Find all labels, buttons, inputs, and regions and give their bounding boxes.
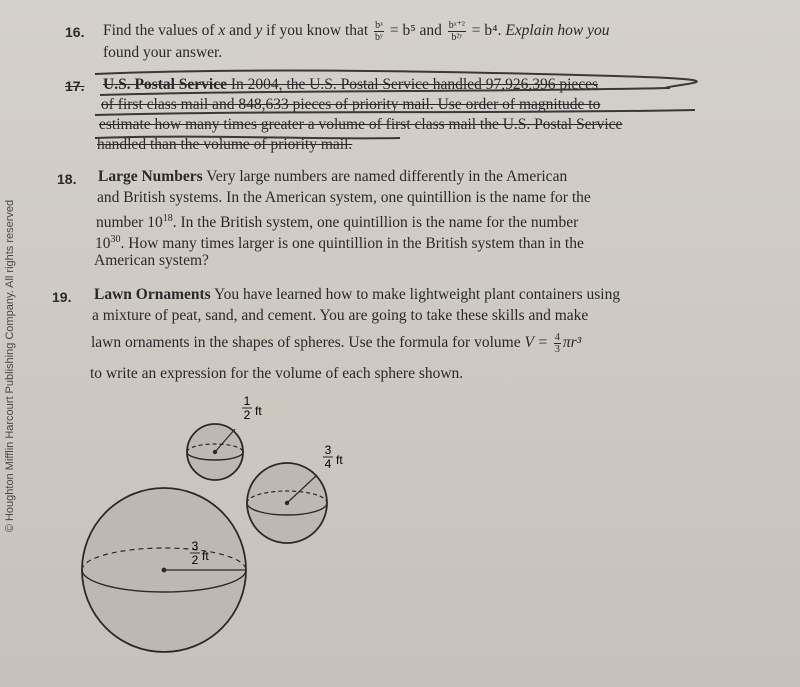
problem-number: 16. [65, 24, 85, 40]
copyright-credit: © Houghton Mifflin Harcourt Publishing Company. All rights reserved [4, 199, 16, 533]
sphere-small-radius-den: 2 [243, 408, 251, 422]
sphere-medium-radius-num: 3 [324, 443, 332, 457]
problem-text-line2: found your answer. [103, 44, 223, 61]
sphere-small-unit: ft [255, 404, 262, 418]
sphere-large-unit: ft [202, 549, 209, 563]
problem-text: Find the values of x and y if you know that $\frac{\text{bˣ}}{\text{bʸ}}$ = b⁵ and $\frac{\text{bˣ⁺²}}{\text{b²ʸ}}$ = b⁴. Explain how you [103, 20, 610, 43]
problem-number: 18. [57, 171, 77, 187]
strikethrough-scribble [55, 62, 715, 162]
sphere-small-radius-num: 1 [243, 395, 251, 408]
problem-title: Large Numbers [98, 168, 203, 185]
spheres-figure [70, 395, 430, 665]
fraction: $\frac{\text{bˣ⁺²}}{\text{b²ʸ}}$ [448, 20, 465, 43]
sphere-small [187, 395, 262, 480]
sphere-large-radius-num: 3 [191, 539, 199, 553]
sphere-large-radius-den: 2 [191, 553, 199, 567]
sphere-large [82, 488, 246, 652]
fraction: $\frac{\text{bˣ}}{\text{bʸ}}$ [375, 20, 383, 43]
problem-number: 17. [65, 78, 85, 94]
sphere-medium-radius-den: 4 [324, 457, 332, 471]
fraction: $\frac{4}{3}$ [554, 332, 560, 355]
textbook-page: © Houghton Mifflin Harcourt Publishing Company. All rights reserved 16. Find the values of x and y if you know that $\frac{\text{bˣ}}{\text{bʸ}}$ = b⁵ and $\frac{\text{bˣ⁺²}}{\text{b²ʸ}}$ = b⁴. Explain how you found your answer. 17. U.S. Postal Service In 2004, the U.S. Postal Service handled 97,926,396 pieces of first class mail and 848,633 pieces of priority mail. Use order of magnitude to estimate how many times greater a volume of first class mail the U.S. Postal Service handled than the volume of priority mail. 18. Large Numbers Very large numbers are named differently in the American and British systems. In the American system, one quintillion is the name for the number $10^{18}$. In the British system, one quintillion is the name for the number $10^{30}$. How many times larger is one quintillion in the British system than in the American system? 19. Lawn Ornaments You have learned how to make lightweight plant containers using a mixture of peat, sand, and cement. You are going to take these skills and make lawn ornaments in the shapes of spheres. Use the formula for volume V = $\frac{4}{3}$ πr³ to write an expression for the volume of each sphere shown. 1 2 ft 3 4 ft 3 2 ft [0, 0, 800, 687]
sphere-medium-unit: ft [336, 453, 343, 467]
problem-title: Lawn Ornaments [94, 286, 211, 303]
problem-number: 19. [52, 289, 72, 305]
problem-title: U.S. Postal Service [103, 76, 227, 93]
sphere-medium [247, 443, 343, 543]
